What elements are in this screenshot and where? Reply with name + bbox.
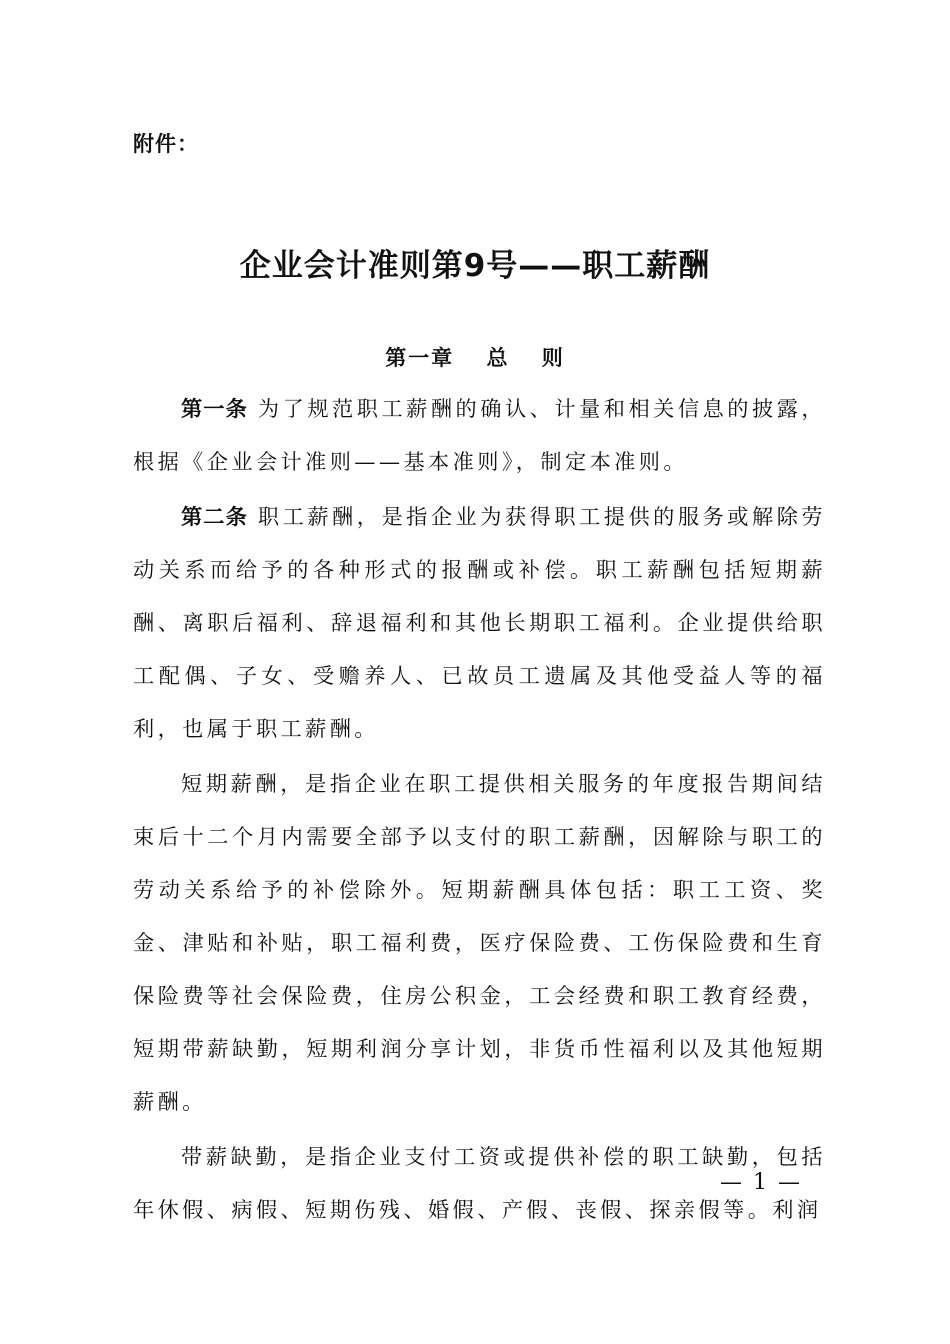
document-body bbox=[133, 382, 826, 1238]
paragraph-short-term-compensation: 短期薪酬，是指企业在职工提供相关服务的年度报告期间结束后十二个月内需要全部予以支付的职工薪酬，因解除与职工的劳动关系给予的补偿除外。短期薪酬具体包括：职工工资、奖金、津贴和补贴，职工福利费，医疗保险费、工伤保险费和生育保险费等社会保险费，住房公积金，工会经费和职工教育经费，短期带薪缺勤，短期利润分享计划，非货币性福利以及其他短期薪酬。 bbox=[133, 771, 826, 1114]
article-1-label: 第一条 bbox=[181, 396, 248, 421]
document-title: 企业会计准则第9号——职工薪酬 bbox=[239, 248, 711, 284]
article-2 bbox=[133, 490, 826, 755]
attachment-label: 附件： bbox=[133, 132, 199, 156]
paragraph-paid-absence: 带薪缺勤，是指企业支付工资或提供补偿的职工缺勤，包括年休假、病假、短期伤残、婚假、产假、丧假、探亲假等。利润 bbox=[133, 1144, 826, 1222]
article-1 bbox=[133, 382, 826, 488]
article-1-text: 为了规范职工薪酬的确认、计量和相关信息的披露，根据《企业会计准则——基本准则》，制定本准则。 bbox=[133, 396, 826, 474]
article-2-text: 职工薪酬，是指企业为获得职工提供的服务或解除劳动关系而给予的各种形式的报酬或补偿。职工薪酬包括短期薪酬、离职后福利、辞退福利和其他长期职工福利。企业提供给职工配偶、子女、受赡养人、已故员工遗属及其他受益人等的福利，也属于职工薪酬。 bbox=[133, 504, 826, 741]
article-2-label: 第二条 bbox=[181, 504, 248, 529]
page-number: — 1 — bbox=[720, 1170, 802, 1195]
chapter-heading: 第一章 总 则 bbox=[385, 346, 565, 370]
